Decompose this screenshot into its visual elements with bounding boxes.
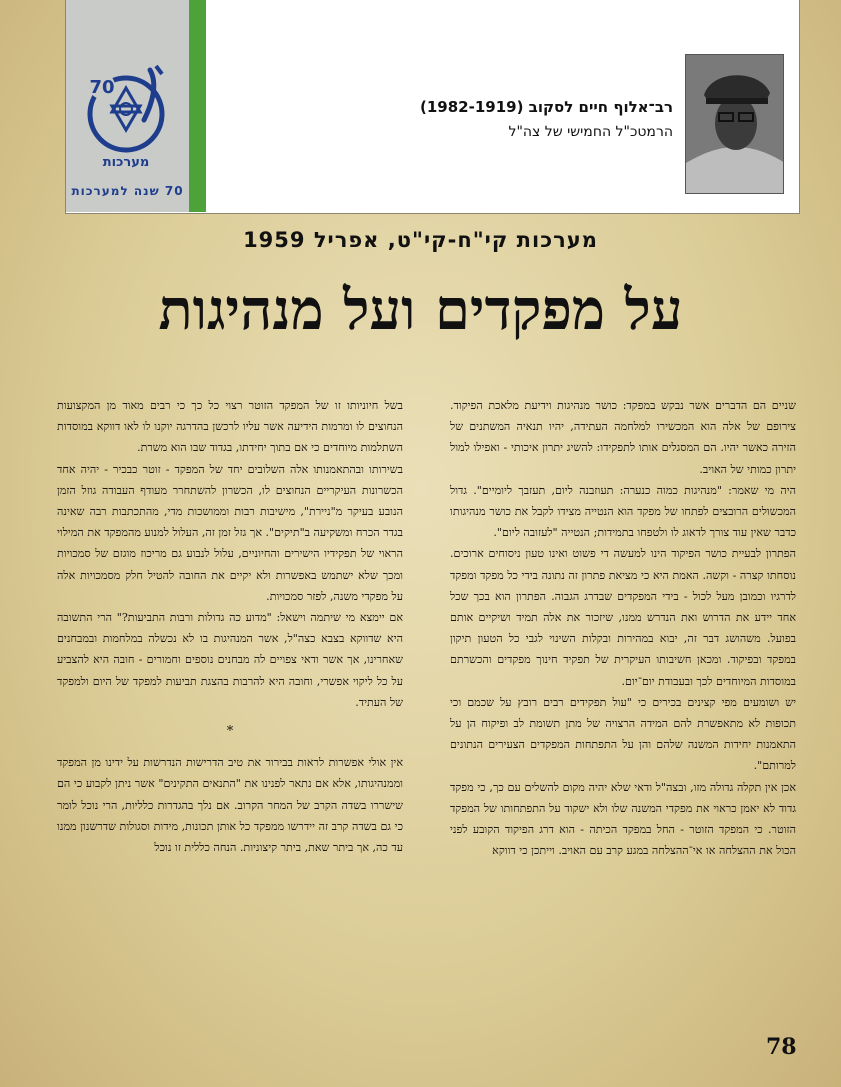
- paragraph: יש ושומעים מפי קצינים בכירים כי "עול תפקידים רבים רובץ על שכמם וכי תכופות לא מתאפשרת להם המידה הרצויה של מתן תשומת לב ופיקוח הן על התאמנות יחידות המשנה שלהם והן על התפתחות המפקדים הצעירים הנתונים למרותם".: [450, 695, 796, 773]
- green-accent-bar: [189, 0, 206, 212]
- section-separator: *: [226, 724, 234, 740]
- portrait-photo-icon: [686, 55, 784, 194]
- paragraph: אם יימצא מי שיתמה וישאל: "מדוע כה גדולות ורבות התביעות?" הרי התשובה היא שדווקא בצבא כצה"ל, אשר המנהיגות בו לא נכשלה במלחמות ובמבחנים שאחרינו, אך אשר ודאי צפויים לה מבחנים נוספים וחמורים - חובה היא להצביע על כל ליקוי אפשרי, וחובה היא להרבות בהצגת תביעות למפקד של היום ולמפקד של העתיד.: [57, 611, 403, 709]
- paragraph: הפתרון לבעיית כושר הפיקוד הינו למעשה די פשוט ואינו טעון ניסוחים ארוכים. נוסחתו קצרה - וקשה. האמת היא כי מציאת פתרון זה נתונה בידי כל מפקד ומפקד לדרגיו וכמובן מעל לכול - בידי המפקדים שבדרג הגבוה. הפתרון הוא בכך שכל אחד יידע את הדרוש ואת הנדרש ממנו, שיזכור את אלה תמיד ושיקיים אותם בפועל. משהושג דבר זה, יבוא במהירות ובקלות השינוי לגבי כל הטעון תיקון במפקד ובפיקוד. ומכאן חשיבותו העיקרית של תפקיד חינוך מפקדים והכשרתם במוסדות המיוחדים לכך ובעבודת יום־יום.: [450, 547, 796, 688]
- svg-text:70: 70: [89, 77, 115, 98]
- paragraph: שניים הם הדברים אשר נבקש במפקד: כושר מנהיגות וידיעת מלאכת הפיקוד. צירופם של אלה הוא המכשירו למלחמה העתידה, יהיו תנאיה המשתנים של הזירה כאשר יהיו. הם המסגלים אותו לתפקידו: להשיג יתרון איכותי - ואפילו למול יתרון כמותי של האויב.: [450, 399, 796, 476]
- header-box: [65, 0, 800, 214]
- paragraph: אין אולי אפשרות לראות בבירור את טיב הדרישות הנדרשות על ידינו מן המפקד וממנהיגותו, אלא אם נתאר לפנינו את "התנאים התקינים" אשר ניתן לקבוע כי הם שישררו בשדה הקרב של המחר הקרוב. אם נלך בהגדרות כלליות, הרי נוכל לומר כי גם בשדה קרב זה יידרשו ממפקד כל אותן תכונות, מידות וסגולות שדרשנון ממנו עד כה, אך ביתר שאת, ביתר קיצוניות. הנחה כללית זו נוכל: [57, 756, 403, 855]
- paragraph: אכן אין תקלה גדולה מזו, ובצה"ל ודאי שלא יהיה מקום להשלים עם כך, כי מפקד גדוד לא יאמן כראוי את מפקדי המשנה שלו ולא ישקוד על התפתחותו של המפקד הזוטר. כי המפקד הזוטר - החל במפקד הכיתה - הוא דרג הפיקוד הקובע לפני הכול את ההצלחה או אי־ההצלחה במגע קרב עם האויב. וייתכן כי דווקא: [450, 780, 796, 858]
- marachot-70-emblem-icon: [80, 64, 176, 170]
- person-role: הרמטכ"ל החמישי של צה"ל: [508, 124, 673, 140]
- paragraph: בשירותו ובהתאמנותו אלה השלובים יחד של המפקד - זוטר כבכיר - יהיה אחד הכשרונות העיקריים הנחוצים לו, הכשרון להשתחרר מעודף העבודה גוזל הזמן הנובע בעיקר מ"ניירת", מישיבות רבות וממושכות מדי, מהתכתבות רבה שאינה בגדר הכרח ומשקיעה ב"תיקים". אך גזל זמן זה, העלול למנוע מהמפקד את המילוי הראוי של תפקידיו הישירים והחיוניים, עלול לנבוע גם מריכוז מוגזם של סמכויות ומכך שלא ישתמש באפשרות ולא יקיים את החובה להטיל חלק מסמכויות אלה על מפקדי משנה, לפזר סמכויות.: [57, 462, 403, 603]
- paragraph: בשל חיוניותו זו של המפקד הזוטר רצוי כל כך כי רבים מאוד מן המקצועות הנחוצים לו ומרמות הידיעה אשר עליו לרכשן בהדרגה יוקנו לו לאו דווקא במוסדות השתלמות מיוחדים כי אם בתוך יחידתו, בגדוד שבו הוא משרת.: [57, 399, 403, 455]
- article-column-right: [450, 395, 796, 861]
- svg-text:מערכות: מערכות: [102, 155, 150, 170]
- logo-caption: 70 שנה למערכות: [71, 184, 184, 198]
- issue-line: מערכות קי"ח-קי"ט, אפריל 1959: [243, 228, 598, 252]
- logo-panel: [66, 0, 189, 212]
- person-name: רב־אלוף חיים לסקוב (1982-1919): [420, 98, 673, 116]
- article-title: על מפקדים ועל מנהיגות: [158, 277, 683, 343]
- paragraph: היה מי שאמר: "מנהיגות כמוה כנערה: תעוזבנה ליום, תעזבך ליומיים". גדול המכשולים הרובצים לפתחו של מפקד הוא הנטייה מצידו לקבל את כושר מנהיגותו כדבר שאין עוד צורך לדאוג לו ולטפחו בתמידות; הנטייה "לעזובה ליום".: [450, 483, 796, 540]
- page-number: 78: [766, 1034, 797, 1060]
- article-column-left: [57, 395, 403, 858]
- portrait-photo: [685, 54, 784, 194]
